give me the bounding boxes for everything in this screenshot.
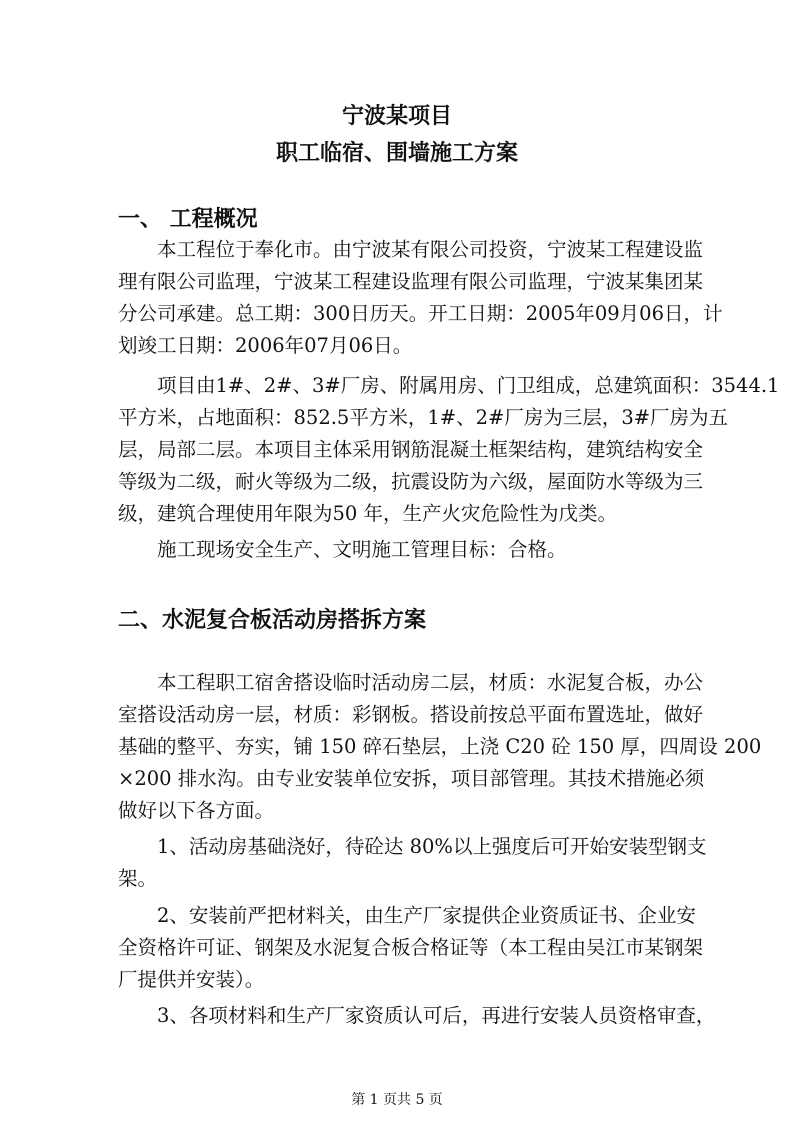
document-title: 宁波某项目 <box>341 103 452 129</box>
page-number-footer: 第 1 页共 5 页 <box>351 1092 443 1108</box>
text-line: 本工程职工宿舍搭设临时活动房二层，材质：水泥复合板，办公 <box>118 671 704 694</box>
paragraph <box>118 234 723 362</box>
text-line: 架。 <box>118 867 158 890</box>
text-line: 2、安装前严把材料关，由生产厂家提供企业资质证书、企业安 <box>118 904 696 927</box>
text-line: 基础的整平、夯实，铺 150 碎石垫层，上浇 C20 砼 150 厚，四周设 200 <box>118 735 762 758</box>
section-overview-body <box>118 234 780 566</box>
paragraph <box>118 370 780 530</box>
text-line: 等级为二级，耐火等级为二级，抗震设防为六级，屋面防水等级为三 <box>118 470 704 493</box>
text-line: 室搭设活动房一层，材质：彩钢板。搭设前按总平面布置选址，做好 <box>118 703 704 726</box>
section-heading-prefab-housing: 二、水泥复合板活动房搭拆方案 <box>118 607 427 633</box>
text-line: 本工程位于奉化市。由宁波某有限公司投资，宁波某工程建设监 <box>118 238 704 261</box>
document-subtitle: 职工临宿、围墙施工方案 <box>275 140 518 166</box>
text-line: 理有限公司监理，宁波某工程建设监理有限公司监理，宁波某集团某 <box>118 270 704 293</box>
text-line: 平方米，占地面积：852.5平方米，1#、2#厂房为三层，3#厂房为五 <box>118 406 729 429</box>
text-line: 厂提供并安装）。 <box>118 968 265 991</box>
text-line: 1、活动房基础浇好，待砼达 80%以上强度后可开始安装型钢支 <box>118 835 707 858</box>
section-prefab-housing-body <box>118 667 762 1032</box>
text-line: 施工现场安全生产、文明施工管理目标：合格。 <box>118 538 567 561</box>
text-line: 层，局部二层。本项目主体采用钢筋混凝土框架结构，建筑结构安全 <box>118 438 704 461</box>
text-line: 做好以下各方面。 <box>118 799 275 822</box>
paragraph <box>118 900 704 996</box>
paragraph <box>118 1000 716 1032</box>
text-line: ×200 排水沟。由专业安装单位安拆，项目部管理。其技术措施必须 <box>118 767 705 790</box>
text-line: 划竣工日期：2006年07月06日。 <box>118 334 413 357</box>
text-line: 全资格许可证、钢架及水泥复合板合格证等（本工程由吴江市某钢架 <box>118 936 704 959</box>
section-heading-overview: 一、 工程概况 <box>118 206 258 232</box>
text-line: 级，建筑合理使用年限为50 年，生产火灾危险性为戊类。 <box>118 502 618 525</box>
text-line: 分公司承建。总工期：300日历天。开工日期：2005年09月06日，计 <box>118 302 723 325</box>
text-line: 3、各项材料和生产厂家资质认可后，再进行安装人员资格审查， <box>118 1004 716 1027</box>
paragraph <box>118 534 680 566</box>
paragraph <box>118 667 762 827</box>
paragraph <box>118 831 707 895</box>
text-line: 项目由1#、2#、3#厂房、附属用房、门卫组成，总建筑面积：3544.1 <box>118 374 780 397</box>
